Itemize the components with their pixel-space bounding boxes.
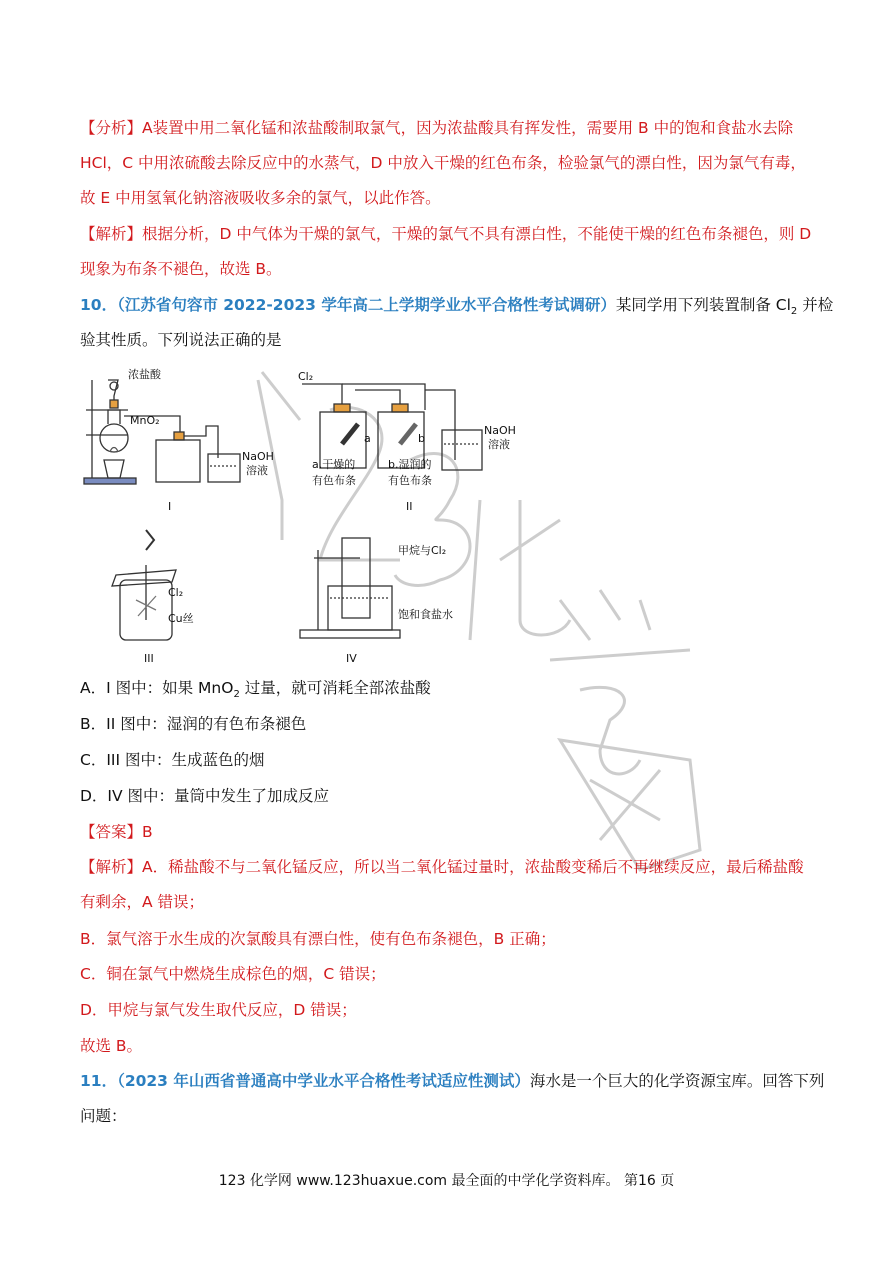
q11-text-1: 海水是一个巨大的化学资源宝库。回答下列: [529, 1072, 825, 1090]
fig-label-brine: 饱和食盐水: [398, 608, 453, 621]
fig-label-IV: IV: [346, 652, 357, 665]
analysis-text-1: A装置中用二氧化锰和浓盐酸制取氯气，因为浓盐酸具有挥发性，需要用 B 中的饱和食盐水去除: [142, 119, 794, 137]
fig-label-b-desc1: b.湿润的: [388, 458, 432, 471]
apparatus-figure: [80, 360, 540, 670]
fig-label-III: III: [144, 652, 154, 665]
q11-line-1: [80, 1071, 825, 1091]
fig-label-methane: 甲烷与Cl₂: [398, 544, 447, 557]
fig-label-a-desc2: 有色布条: [312, 474, 356, 487]
fig-label-II: II: [406, 500, 413, 513]
explain1-line-1: [80, 224, 820, 244]
fig-label-I: I: [168, 500, 172, 513]
q10-text-1: 某同学用下列装置制备 Cl: [615, 296, 791, 314]
answer-value: B: [142, 823, 153, 841]
option-d: D．IV 图中：量筒中发生了加成反应: [80, 787, 330, 805]
option-b: B．II 图中：湿润的有色布条褪色: [80, 715, 307, 733]
explain2-line-6: 故选 B。: [80, 1037, 143, 1055]
q10-line-2: 验其性质。下列说法正确的是: [80, 331, 282, 349]
explain1-line-2: 现象为布条不褪色，故选 B。: [80, 260, 282, 278]
explain2-text-1: A．稀盐酸不与二氧化锰反应，所以当二氧化锰过量时，浓盐酸变稀后不再继续反应，最后稀盐酸: [142, 858, 804, 876]
page-footer: 123 化学网 www.123huaxue.com 最全面的中学化学资料库。 第16 页: [218, 1173, 675, 1189]
q10-line-1: [80, 295, 834, 322]
fig-label-sol1: 溶液: [246, 464, 268, 477]
option-a-pre: A．I 图中：如果 MnO: [80, 679, 234, 697]
fig-label-naoh1: NaOH: [242, 450, 274, 463]
fig-label-cl2-in: Cl₂: [298, 370, 314, 383]
answer-tag: 【答案】: [80, 823, 143, 841]
explain2-tag: 【解析】: [80, 858, 143, 876]
fig-label-b: b: [418, 432, 425, 445]
q10-sub: 2: [790, 306, 798, 318]
fig-label-b-desc2: 有色布条: [388, 474, 432, 487]
fig-label-a-desc1: a.干燥的: [312, 458, 356, 471]
explain2-line-1: [80, 857, 820, 877]
fig-label-sol2: 溶液: [488, 438, 510, 451]
explain1-text-1: 根据分析，D 中气体为干燥的氯气，干燥的氯气不具有漂白性，不能使干燥的红色布条褪色，则 D: [142, 225, 812, 243]
fig-label-cl2-jar: Cl₂: [168, 586, 184, 599]
analysis-line-2: HCl，C 中用浓硫酸去除反应中的水蒸气，D 中放入干燥的红色布条，检验氯气的漂白性，因为氯气有毒，: [80, 154, 806, 172]
q10-text-1b: 并检: [797, 296, 834, 314]
fig-label-hcl: 浓盐酸: [128, 368, 161, 381]
explain2-line-3: B．氯气溶于水生成的次氯酸具有漂白性，使有色布条褪色，B 正确；: [80, 930, 556, 948]
q11-source: （2023 年山西省普通高中学业水平合格性考试适应性测试）: [117, 1072, 530, 1090]
fig-label-naoh2: NaOH: [484, 424, 516, 437]
explain1-tag: 【解析】: [80, 225, 143, 243]
option-c: C．III 图中：生成蓝色的烟: [80, 751, 265, 769]
q10-source: （江苏省句容市 2022-2023 学年高二上学期学业水平合格性考试调研）: [117, 296, 616, 314]
analysis-tag: 【分析】: [80, 119, 143, 137]
option-a: [80, 678, 431, 705]
analysis-line-3: 故 E 中用氢氧化钠溶液吸收多余的氯气，以此作答。: [80, 189, 441, 207]
option-a-post: 过量，就可消耗全部浓盐酸: [239, 679, 431, 697]
fig-label-a: a: [364, 432, 371, 445]
explain2-line-4: C．铜在氯气中燃烧生成棕色的烟，C 错误；: [80, 965, 386, 983]
explain2-line-2: 有剩余，A 错误；: [80, 893, 205, 911]
option-a-sub: 2: [233, 689, 240, 701]
q10-number: 10．: [80, 296, 118, 314]
fig-label-cu: Cu丝: [168, 612, 194, 625]
q11-line-2: 问题：: [80, 1107, 127, 1125]
q11-number: 11．: [80, 1072, 118, 1090]
explain2-line-5: D．甲烷与氯气发生取代反应，D 错误；: [80, 1001, 357, 1019]
answer-line: [80, 822, 820, 842]
fig-label-mno2: MnO₂: [130, 414, 160, 427]
analysis-line-1: [80, 118, 820, 138]
